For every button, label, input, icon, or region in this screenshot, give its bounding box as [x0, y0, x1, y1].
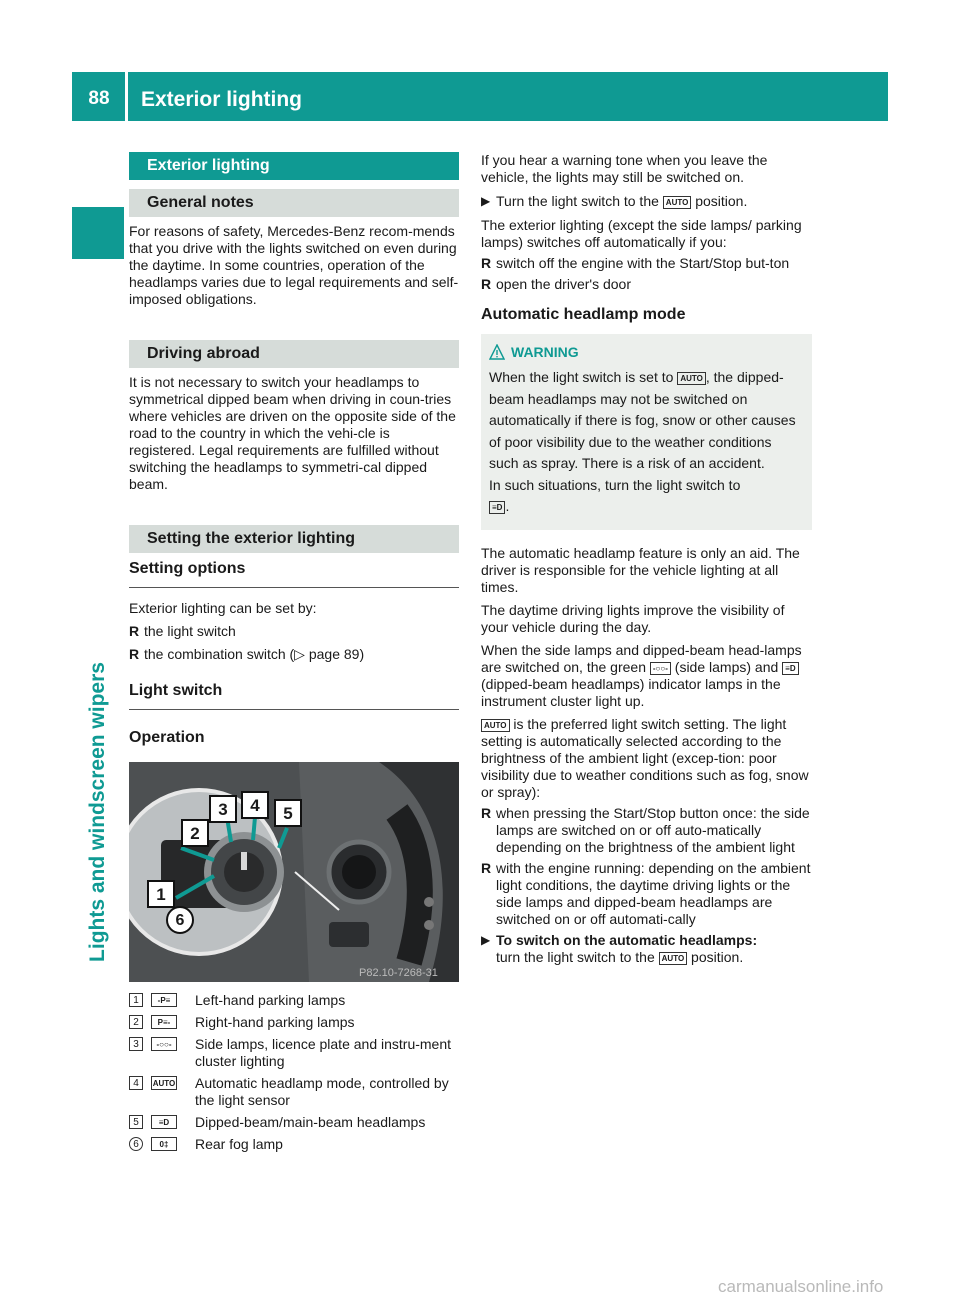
legend-item: 3 -○○- Side lamps, licence plate and instru-ment cluster lighting [129, 1036, 459, 1070]
left-column [129, 152, 459, 1158]
warning-text: When the light switch is set to AUTO , the dipped-beam headlamps may not be switched on automatically if there is fog, snow or other causes of poor visibility due to the weather conditions such as spray. There is a risk of an accident. [489, 369, 796, 471]
preferred-setting-text: AUTO is the preferred light switch setting. The light setting is automatically selected according to the brightness of the ambient light (excep-tion: poor visibility due to weather conditions such as fog, snow or spray): [481, 715, 809, 800]
driving-abroad-text: It is not necessary to switch your headlamps to symmetrical dipped beam when driving in coun-tries where vehicles are driven on the opposite side of the road to the country in which the vehi-cle is registered. Legal requirements are fulfilled without switching the headlamps to symmetri-cal dipped beam. [129, 374, 456, 492]
legend-item: 5 ≡D Dipped-beam/main-beam headlamps [129, 1114, 459, 1131]
right-parking-lamp-icon: P≡- [151, 1015, 177, 1029]
dipped-beam-icon: ≡D [782, 662, 798, 675]
dipped-beam-icon: ≡D [151, 1115, 177, 1129]
callout-6: 6 [166, 906, 194, 934]
list-item: R with the engine running: depending on the ambient light conditions, the daytime driving lights or the side lamps and dipped-beam headlamps are switched on or off automati-cally [481, 859, 811, 927]
general-notes-text: For reasons of safety, Mercedes-Benz recom-mends that you drive with the lights switched on even during the daytime. In some countries, operation of the headlamps varies due to legal requirements and self-imposed obligations. [129, 223, 459, 307]
legend-item: 6 0‡ Rear fog lamp [129, 1136, 459, 1153]
instruction-step: ▶ Turn the light switch to the AUTO position. [481, 193, 748, 209]
callout-1: 1 [147, 880, 175, 908]
list-item: R switch off the engine with the Start/Stop but-ton [481, 255, 790, 271]
list-item: R open the driver's door [481, 276, 631, 292]
callout-2: 2 [181, 819, 209, 847]
left-parking-lamp-icon: -P≡ [151, 993, 177, 1007]
indicator-lamps-text: When the side lamps and dipped-beam head-lamps are switched on, the green -○○- (side lamps) and ≡D (dipped-beam headlamps) indicator lamps in the instrument cluster light up. [481, 641, 802, 709]
header-separator [125, 72, 128, 121]
setting-options-heading: Setting options [129, 559, 459, 588]
page-number: 88 [88, 88, 110, 109]
auto-icon: AUTO [663, 196, 692, 209]
list-item: R the combination switch (▷ page 89) [129, 646, 365, 662]
light-switch-heading: Light switch [129, 681, 459, 710]
auto-headlamp-icon: AUTO [151, 1076, 177, 1090]
instruction-step: ▶ To switch on the automatic headlamps: turn the light switch to the AUTO position. [481, 931, 758, 965]
warning-box [481, 334, 812, 530]
driving-abroad-title: Driving abroad [129, 340, 459, 368]
daytime-lights-text: The daytime driving lights improve the visibility of your vehicle during the day. [481, 601, 785, 635]
right-column [481, 152, 812, 966]
light-switch-illustration [129, 762, 459, 982]
chapter-tab-marker [72, 207, 124, 259]
operation-heading: Operation [129, 729, 205, 746]
auto-off-text: The exterior lighting (except the side lamps/ parking lamps) switches off automatically if you: [481, 217, 802, 250]
light-switch-figure [129, 762, 459, 982]
warning-tone-text: If you hear a warning tone when you leave the vehicle, the lights may still be switched on. [481, 152, 768, 185]
list-item: R the light switch [129, 623, 236, 639]
legend-item: 2 P≡- Right-hand parking lamps [129, 1014, 459, 1031]
auto-icon: AUTO [481, 719, 510, 732]
page-title: Exterior lighting [141, 88, 303, 111]
footer-watermark: carmanualsonline.info [718, 1277, 884, 1296]
legend-item: 4 AUTO Automatic headlamp mode, controlled by the light sensor [129, 1075, 459, 1109]
side-lamp-icon: -○○- [650, 662, 671, 675]
figure-code: P82.10-7268-31 [359, 967, 438, 979]
auto-headlamp-heading: Automatic headlamp mode [481, 306, 686, 323]
section-title: Exterior lighting [129, 152, 459, 180]
setting-options-intro: Exterior lighting can be set by: [129, 600, 317, 616]
setting-lighting-title: Setting the exterior lighting [129, 525, 459, 553]
callout-5: 5 [274, 799, 302, 827]
auto-icon: AUTO [659, 952, 688, 965]
warning-triangle-icon [489, 344, 505, 360]
list-item: R when pressing the Start/Stop button once: the side lamps are switched on or off auto-matically depending on the brightness of the ambient light [481, 804, 810, 855]
rear-fog-lamp-icon: 0‡ [151, 1137, 177, 1151]
general-notes-title: General notes [129, 189, 459, 217]
warning-instruction: In such situations, turn the light switch to ≡D . [489, 476, 741, 514]
side-lamp-icon: -○○- [151, 1037, 177, 1051]
figure-legend [129, 992, 459, 1153]
auto-icon: AUTO [677, 372, 706, 385]
callout-4: 4 [241, 791, 269, 819]
dipped-beam-icon: ≡D [489, 501, 505, 514]
legend-item: 1 -P≡ Left-hand parking lamps [129, 992, 459, 1009]
callout-3: 3 [209, 795, 237, 823]
aid-text: The automatic headlamp feature is only an aid. The driver is responsible for the vehicle lighting at all times. [481, 544, 800, 595]
warning-label: WARNING [489, 344, 804, 361]
